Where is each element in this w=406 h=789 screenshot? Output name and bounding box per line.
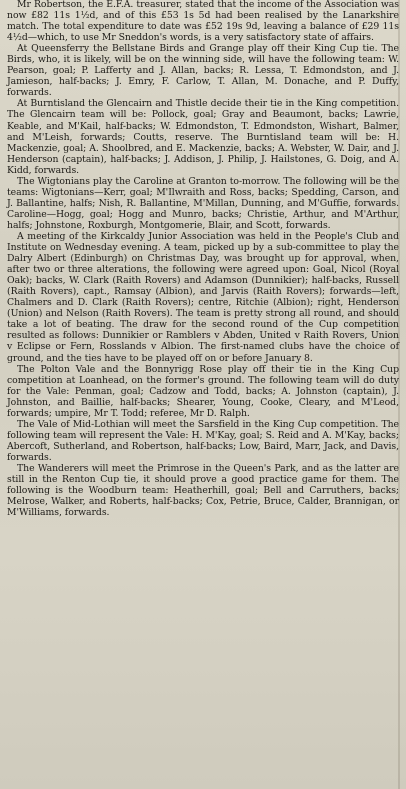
paragraph-burntisland: At Burntisland the Glencairn and Thistle decide their tie in the King competition. The Glencairn team will be: Pollock, goal; Gray and Beaumont, backs; Lawrie, Keable, and M'Kail, half-backs; W. Edmondston, T. Edmondston, Wishart, Balmer, and M'Leish, forwards; Coutts, reserve. The Burntisland team will be: H. Mackenzie, goal; A. Shoolbred, and E. Mackenzie, backs; A. Webster, W. Dair, and J. Henderson (captain), half-backs; J. Addison, J. Philip, J. Hailstones, G. Doig, and A. Kidd, forwards. — [7, 98, 399, 176]
paragraph-kirkcaldy: A meeting of the Kirkcaldy Junior Association was held in the People's Club and Institute on Wednesday evening. A team, picked up by a sub-committee to play the Dalry Albert (Edinburgh) on Christmas Day, was brought up for approval, when, after two or three alterations, the following were agreed upon: Goal, Nicol (Royal Oak); backs, W. Clark (Raith Rovers) and Adamson (Dunnikier); half-backs, Russell (Raith Rovers), capt., Ramsay (Albion), and Jarvis (Raith Rovers); forwards—left, Chalmers and D. Clark (Raith Rovers); centre, Ritchie (Albion); right, Henderson (Union) and Nelson (Raith Rovers). The team is pretty strong all round, and should take a lot of beating. The draw for the second round of the Cup competition resulted as follows: Dunnikier or Ramblers v Abden, United v Raith Rovers, Union v Eclipse or Fern, Rosslands v Albion. The first-named clubs have the choice of ground, and the ties have to be played off on or before January 8. — [7, 230, 399, 364]
paragraph-wanderers: The Wanderers will meet the Primrose in the Queen's Park, and as the latter are still in the Renton Cup tie, it should prove a good practice game for them. The following is the Woodburn team: Heatherhill, goal; Bell and Carruthers, backs; Melrose, Walker, and Roberts, half-backs; Cox, Petrie, Bruce, Calder, Brannigan, or M'Williams, forwards. — [7, 462, 399, 519]
paragraph-wigtonians: The Wigtonians play the Caroline at Granton to-morrow. The following will be the teams: Wigtonians—Kerr, goal; M'Ilwraith and Ross, backs; Spedding, Carson, and J. Ballantine, halfs; Nish, R. Ballantine, M'Millan, Dunning, and M'Guffie, forwards. Caroline—Hogg, goal; Hogg and Munro, backs; Christie, Arthur, and M'Arthur, halfs; Johnstone, Roxburgh, Montgomerie, Blair, and Scott, forwards. — [7, 175, 399, 231]
article-column — [7, 0, 399, 518]
paragraph-association-income: Mr Robertson, the E.F.A. treasurer, stated that the income of the Association was now £82 11s 1½d, and of this £53 1s 5d had been realised by the Lanarkshire match. The total expenditure to date was £52 19s 9d, leaving a balance of £29 11s 4½d—which, to use Mr Sneddon's words, is a very satisfactory state of affairs. — [7, 0, 399, 44]
paragraph-polton-vale: The Polton Vale and the Bonnyrigg Rose play off their tie in the King Cup competition at Loanhead, on the former's ground. The following team will do duty for the Vale: Penman, goal; Cadzow and Todd, backs; A. Johnston (captain), J. Johnston, and Baillie, half-backs; Shearer, Young, Cooke, Cleary, and M'Leod, forwards; umpire, Mr T. Todd; referee, Mr D. Ralph. — [7, 363, 399, 419]
paragraph-queensferry: At Queensferry the Bellstane Birds and Grange play off their King Cup tie. The Birds, who, it is likely, will be on the winning side, will have the following team: W. Pearson, goal; P. Lafferty and J. Allan, backs; R. Lessa, T. Edmondston, and J. Jamieson, half-backs; J. Emry, F. Carlow, T. Allan, M. Donache, and P. Duffy, forwards. — [7, 43, 399, 99]
paragraph-vale-of-mid-lothian: The Vale of Mid-Lothian will meet the Sarsfield in the King Cup competition. The following team will represent the Vale: H. M'Kay, goal; S. Reid and A. M'Kay, backs; Abercoft, Sutherland, and Robertson, half-backs; Low, Baird, Marr, Jack, and Davis, forwards. — [7, 418, 399, 463]
